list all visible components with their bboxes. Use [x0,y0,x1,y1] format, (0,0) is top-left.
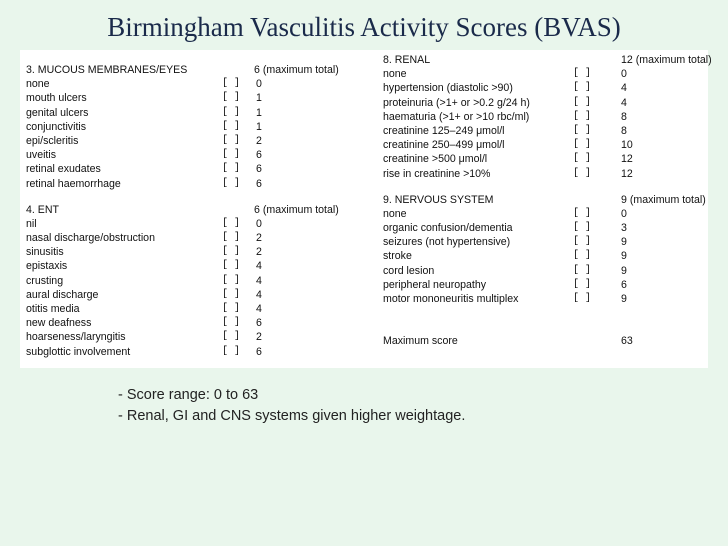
item-label: motor mononeuritis multiplex [383,293,519,305]
checkbox-bracket: [ ] [573,222,592,234]
item-score: 8 [621,124,627,137]
item-score: 10 [621,139,633,152]
section-heading [26,203,344,217]
score-row [383,221,701,235]
item-label: rise in creatinine >10% [383,167,491,180]
maximum-score-value: 63 [621,335,633,348]
item-label: none [383,68,407,81]
checkbox-bracket: [ ] [573,153,592,165]
item-label: crusting [26,274,64,287]
section-heading [383,193,706,207]
item-score: 1 [256,120,262,133]
item-label: creatinine >500 μmol/l [383,153,488,166]
score-row [383,249,701,263]
checkbox-bracket: [ ] [222,149,241,161]
item-label: genital ulcers [26,106,89,119]
item-label: conjunctivitis [26,120,87,133]
item-score: 2 [256,246,262,259]
checkbox-bracket: [ ] [573,236,592,248]
checkbox-bracket: [ ] [573,139,592,151]
item-score: 6 [621,278,627,291]
score-row [383,207,701,221]
score-row [26,330,344,344]
right-column [383,53,712,348]
item-label: epi/scleritis [26,134,79,147]
checkbox-bracket: [ ] [573,264,592,276]
checkbox-bracket: [ ] [222,217,241,229]
item-label: retinal exudates [26,163,101,176]
score-row [26,106,344,120]
item-score: 4 [256,274,262,287]
item-label: uveitis [26,149,57,162]
item-label: aural discharge [26,288,99,301]
checkbox-bracket: [ ] [222,232,241,244]
score-row [383,96,701,110]
section-max: 6 (maximum total) [254,203,339,216]
score-row [26,120,344,134]
item-score: 4 [621,96,627,109]
score-row [383,152,701,166]
item-score: 0 [621,68,627,81]
note-weightage: - Renal, GI and CNS systems given higher weightage. [118,408,466,424]
score-row [383,235,701,249]
score-row [26,245,344,259]
checkbox-bracket: [ ] [573,68,592,80]
checkbox-bracket: [ ] [573,82,592,94]
item-score: 9 [621,293,627,305]
item-score: 0 [621,207,627,220]
checkbox-bracket: [ ] [222,274,241,286]
score-row [26,259,344,273]
score-row [383,292,701,306]
item-score: 6 [256,345,262,358]
notes [118,385,465,427]
item-label: retinal haemorrhage [26,177,121,190]
score-row [26,162,344,176]
checkbox-bracket: [ ] [573,207,592,219]
item-score: 9 [621,236,627,249]
checkbox-bracket: [ ] [222,106,241,118]
item-label: hypertension (diastolic >90) [383,82,513,95]
score-row [26,288,344,302]
maximum-score-label: Maximum score [383,335,458,348]
section-title: 3. MUCOUS MEMBRANES/EYES [26,64,188,76]
item-score: 0 [256,78,262,91]
section-heading [26,63,344,77]
item-score: 2 [256,331,262,344]
note-score-range: - Score range: 0 to 63 [118,387,259,403]
item-label: cord lesion [383,264,435,277]
checkbox-bracket: [ ] [573,250,592,262]
item-score: 1 [256,92,262,105]
item-score: 12 [621,167,633,180]
checkbox-bracket: [ ] [222,78,241,90]
checkbox-bracket: [ ] [222,120,241,132]
item-label: subglottic involvement [26,345,131,358]
item-score: 2 [256,134,262,147]
item-score: 2 [256,232,262,245]
checkbox-bracket: [ ] [222,134,241,146]
item-score: 12 [621,153,633,166]
checkbox-bracket: [ ] [573,167,592,179]
score-row [383,278,701,292]
item-label: proteinuria (>1+ or >0.2 g/24 h) [383,96,530,109]
checkbox-bracket: [ ] [222,246,241,258]
score-row [26,316,344,330]
checkbox-bracket: [ ] [573,293,592,304]
score-row [383,167,701,181]
checkbox-bracket: [ ] [222,92,241,104]
checkbox-bracket: [ ] [222,303,241,314]
score-row [26,177,344,191]
section-items [383,67,701,181]
item-label: mouth ulcers [26,92,87,105]
score-row [383,110,701,124]
item-label: haematuria (>1+ or >10 rbc/ml) [383,110,530,123]
item-score: 6 [256,317,262,330]
item-score: 0 [256,217,262,230]
item-score: 9 [621,250,627,263]
score-row [26,77,344,91]
item-label: stroke [383,250,412,263]
section-items [26,77,344,191]
item-score: 6 [256,149,262,162]
item-score: 1 [256,106,262,119]
checkbox-bracket: [ ] [573,278,592,290]
item-score: 4 [621,82,627,95]
item-score: 9 [621,264,627,277]
item-label: organic confusion/dementia [383,222,513,235]
item-score: 6 [256,163,262,176]
left-column [26,63,344,359]
score-row [26,217,344,231]
section-title: 9. NERVOUS SYSTEM [383,193,494,206]
item-label: none [26,78,50,91]
section-max: 9 (maximum total) [621,193,706,206]
score-row [383,124,701,138]
score-row [26,302,344,316]
checkbox-bracket: [ ] [222,317,241,329]
page-title: Birmingham Vasculitis Activity Scores (BVAS) [107,12,621,42]
checkbox-bracket: [ ] [222,331,241,343]
score-row [383,67,701,81]
bvas-scoring-table [20,50,712,368]
item-label: nil [26,217,37,230]
item-label: peripheral neuropathy [383,278,487,291]
score-row [26,231,344,245]
checkbox-bracket: [ ] [222,260,241,272]
score-row [26,274,344,288]
item-label: none [383,207,407,220]
checkbox-bracket: [ ] [222,345,241,357]
section-max: 12 (maximum total) [621,54,712,66]
checkbox-bracket: [ ] [573,124,592,136]
section-title: 8. RENAL [383,54,431,66]
score-row [383,81,701,95]
score-row [383,138,701,152]
item-label: seizures (not hypertensive) [383,236,511,249]
score-row [26,148,344,162]
score-row [383,264,701,278]
item-score: 6 [256,177,262,190]
item-label: hoarseness/laryngitis [26,331,126,344]
checkbox-bracket: [ ] [573,110,592,122]
item-score: 3 [621,222,627,235]
maximum-score-row [383,334,701,348]
score-row [26,345,344,359]
checkbox-bracket: [ ] [573,96,592,108]
section-title: 4. ENT [26,203,59,216]
item-score: 4 [256,260,262,273]
section-items [26,217,344,359]
checkbox-bracket: [ ] [222,177,241,189]
item-score: 4 [256,288,262,301]
checkbox-bracket: [ ] [222,163,241,175]
score-row [26,134,344,148]
item-label: otitis media [26,303,80,315]
section-max: 6 (maximum total) [254,64,339,76]
section-heading [383,53,712,67]
section-items [383,207,701,306]
item-label: sinusitis [26,246,64,259]
item-label: epistaxis [26,260,68,273]
item-label: creatinine 125–249 μmol/l [383,124,505,137]
item-label: creatinine 250–499 μmol/l [383,139,505,152]
checkbox-bracket: [ ] [222,288,241,300]
item-score: 8 [621,110,627,123]
item-label: new deafness [26,317,92,330]
item-score: 4 [256,303,262,315]
score-row [26,91,344,105]
item-label: nasal discharge/obstruction [26,232,155,245]
